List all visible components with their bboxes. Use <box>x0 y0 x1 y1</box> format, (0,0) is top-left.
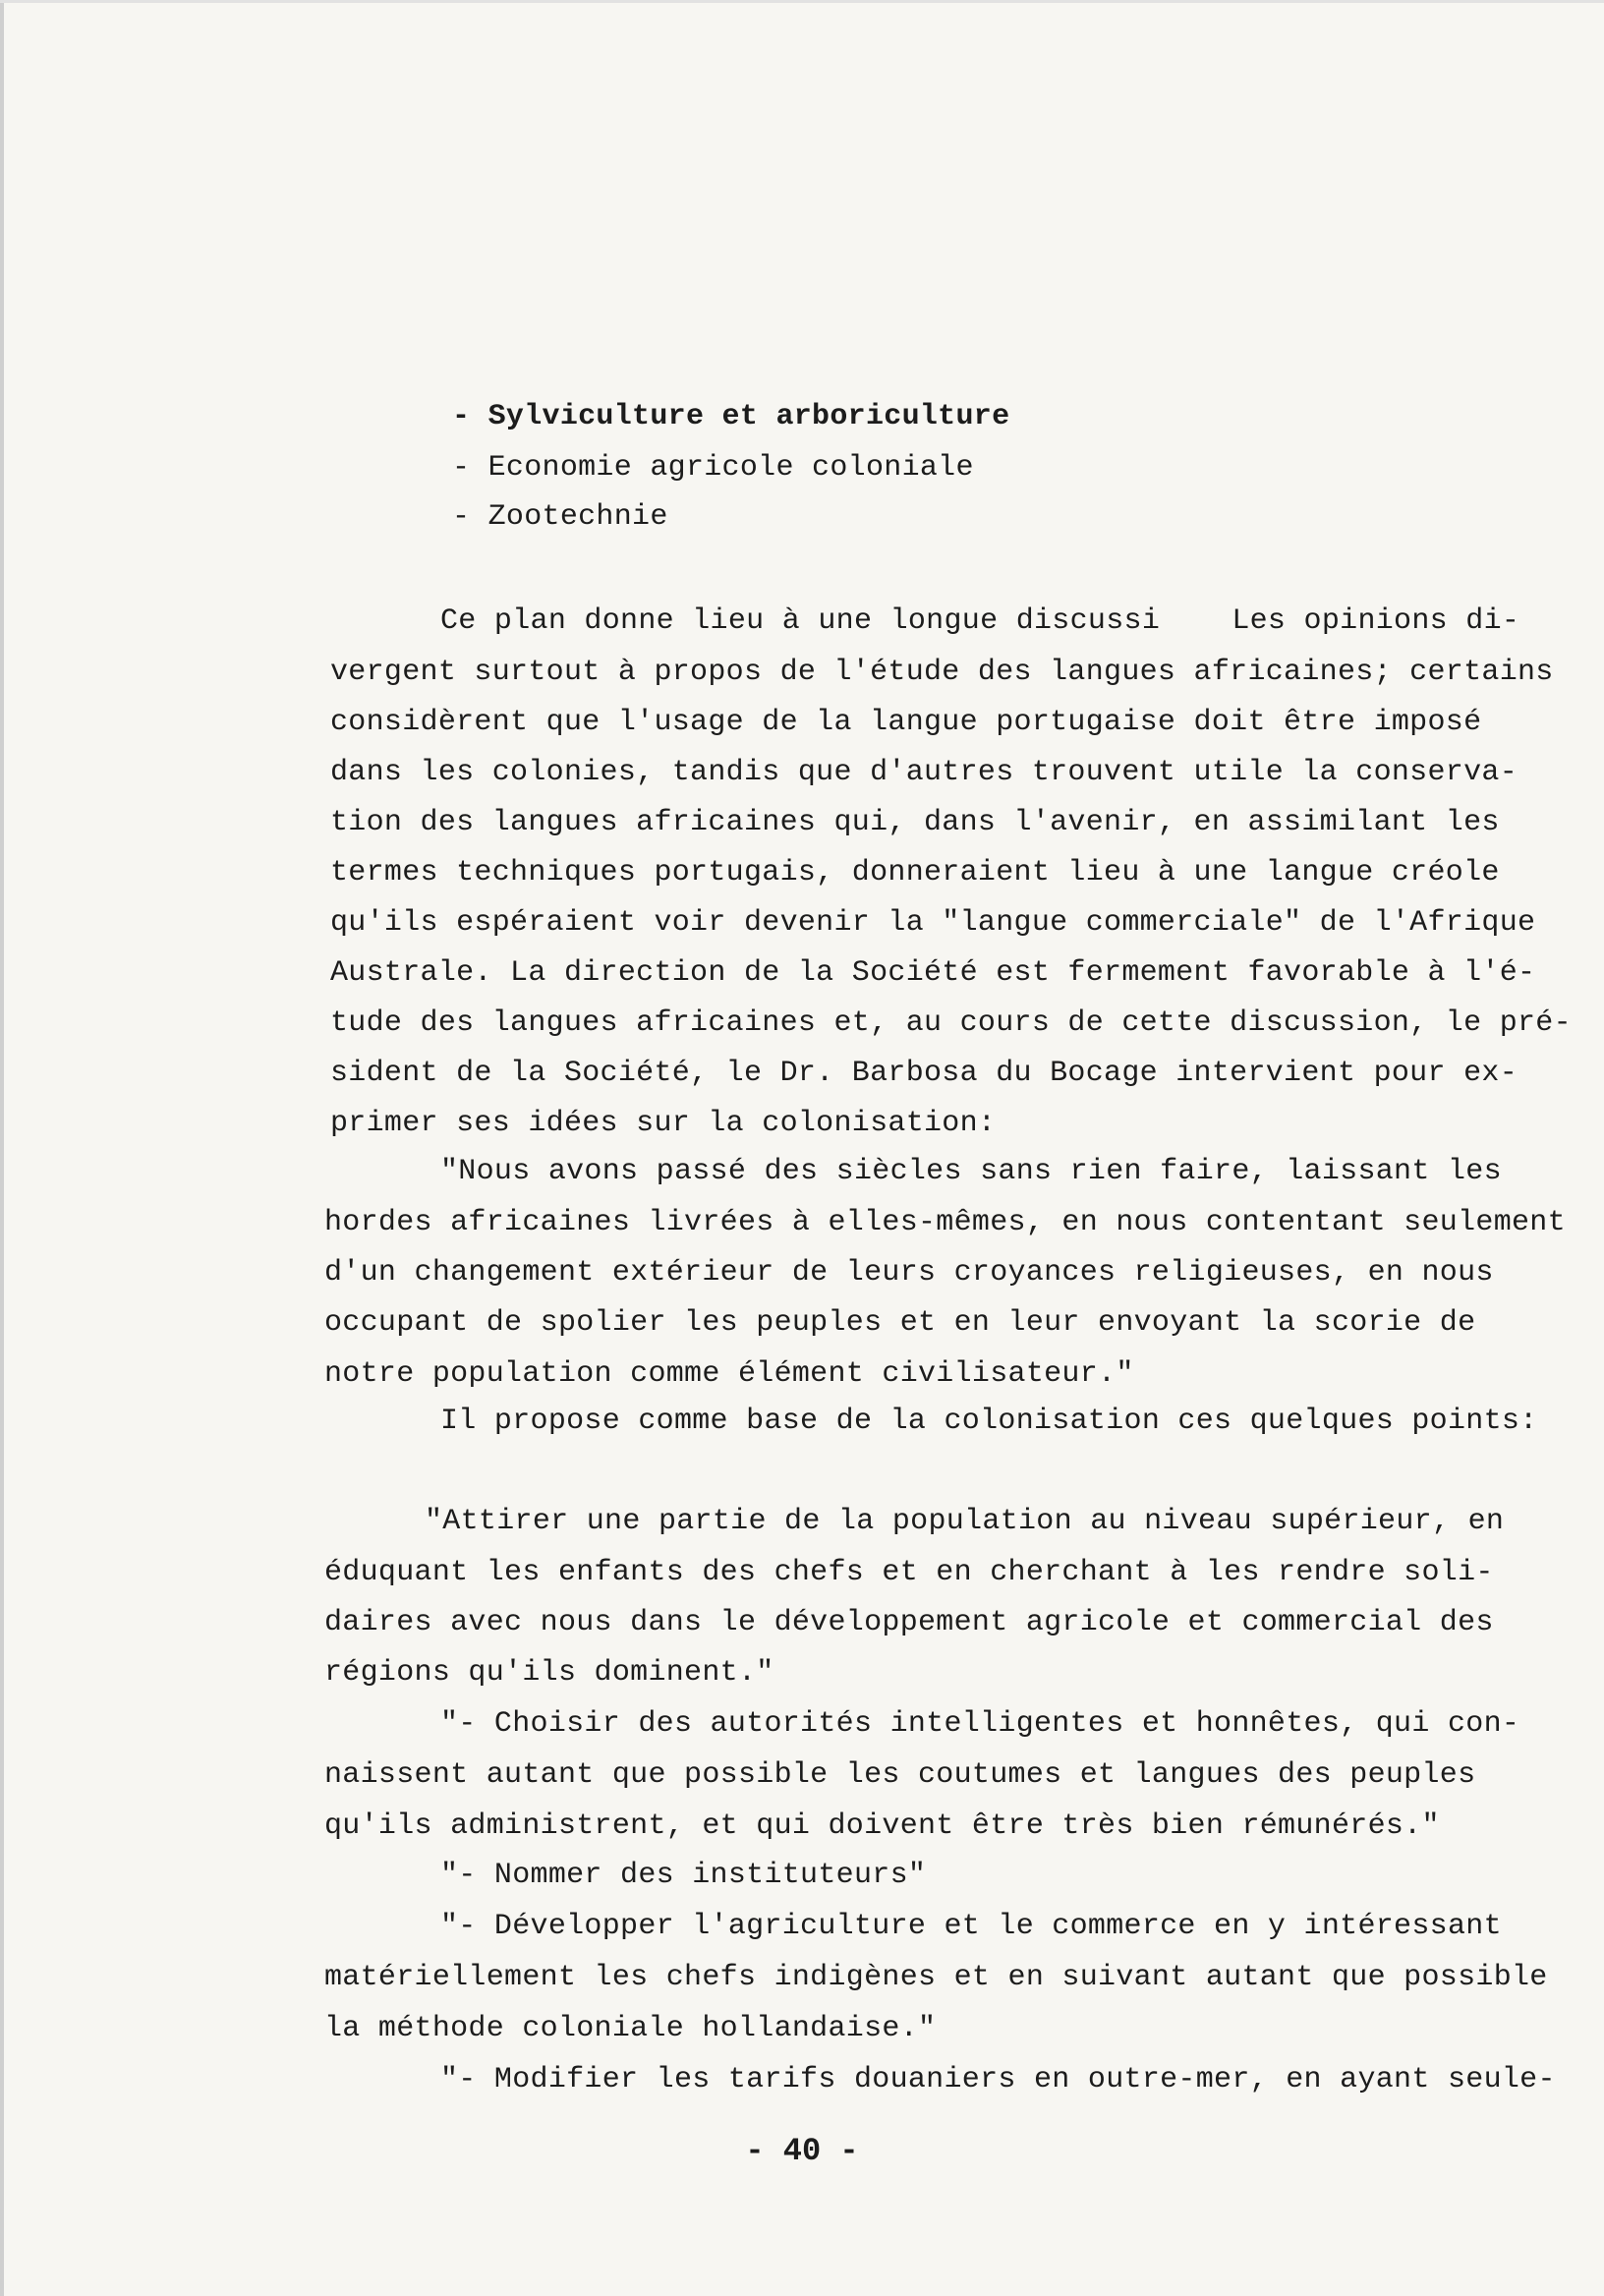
quote-line: occupant de spolier les peuples et en leur envoyant la scorie de <box>324 1306 1476 1340</box>
paragraph-line: Ce plan donne lieu à une longue discussi Les opinions di- <box>440 604 1520 638</box>
quote-line: hordes africaines livrées à elles-mêmes, en nous contentant seulement <box>324 1206 1566 1239</box>
paragraph-line: primer ses idées sur la colonisation: <box>330 1107 997 1140</box>
paragraph-line: vergent surtout à propos de l'étude des langues africaines; certains <box>330 656 1554 689</box>
list-item: - Sylviculture et arboriculture <box>452 400 1010 433</box>
point-line: "- Développer l'agriculture et le commerce en y intéressant <box>440 1910 1502 1943</box>
point-line: naissent autant que possible les coutumes et langues des peuples <box>324 1758 1476 1792</box>
point-line: "Attirer une partie de la population au niveau supérieur, en <box>425 1505 1505 1538</box>
point-line: qu'ils administrent, et qui doivent être très bien rémunérés." <box>324 1809 1440 1843</box>
paragraph-line: tude des langues africaines et, au cours de cette discussion, le pré- <box>330 1006 1572 1040</box>
quote-line: "Nous avons passé des siècles sans rien faire, laissant les <box>440 1155 1502 1188</box>
quote-line: d'un changement extérieur de leurs croyances religieuses, en nous <box>324 1256 1494 1290</box>
point-line: "- Nommer des instituteurs" <box>440 1859 927 1892</box>
scan-edge-top <box>0 0 1604 3</box>
point-line: "- Choisir des autorités intelligentes et honnêtes, qui con- <box>440 1707 1520 1741</box>
paragraph-line: considèrent que l'usage de la langue portugaise doit être imposé <box>330 706 1482 739</box>
paragraph-line: dans les colonies, tandis que d'autres trouvent utile la conserva- <box>330 756 1518 789</box>
intro-line: Il propose comme base de la colonisation ces quelques points: <box>440 1405 1538 1438</box>
point-line: la méthode coloniale hollandaise." <box>324 2012 937 2045</box>
paragraph-line: tion des langues africaines qui, dans l'avenir, en assimilant les <box>330 806 1500 839</box>
list-item: - Economie agricole coloniale <box>452 451 974 485</box>
paragraph-line: termes techniques portugais, donneraient lieu à une langue créole <box>330 856 1500 890</box>
point-line: daires avec nous dans le développement agricole et commercial des <box>324 1606 1494 1639</box>
point-line: matériellement les chefs indigènes et en suivant autant que possible <box>324 1961 1548 1994</box>
paragraph-line: qu'ils espéraient voir devenir la "langue commerciale" de l'Afrique <box>330 906 1536 940</box>
page-number: - 40 - <box>745 2133 859 2169</box>
point-line: régions qu'ils dominent." <box>324 1656 774 1690</box>
paragraph-line: sident de la Société, le Dr. Barbosa du Bocage intervient pour ex- <box>330 1057 1518 1090</box>
list-item: - Zootechnie <box>452 500 668 534</box>
point-line: "- Modifier les tarifs douaniers en outre-mer, en ayant seule- <box>440 2063 1556 2096</box>
quote-line: notre population comme élément civilisateur." <box>324 1357 1134 1391</box>
paragraph-line: Australe. La direction de la Société est fermement favorable à l'é- <box>330 956 1536 990</box>
scan-edge <box>0 0 4 2296</box>
point-line: éduquant les enfants des chefs et en cherchant à les rendre soli- <box>324 1556 1494 1589</box>
